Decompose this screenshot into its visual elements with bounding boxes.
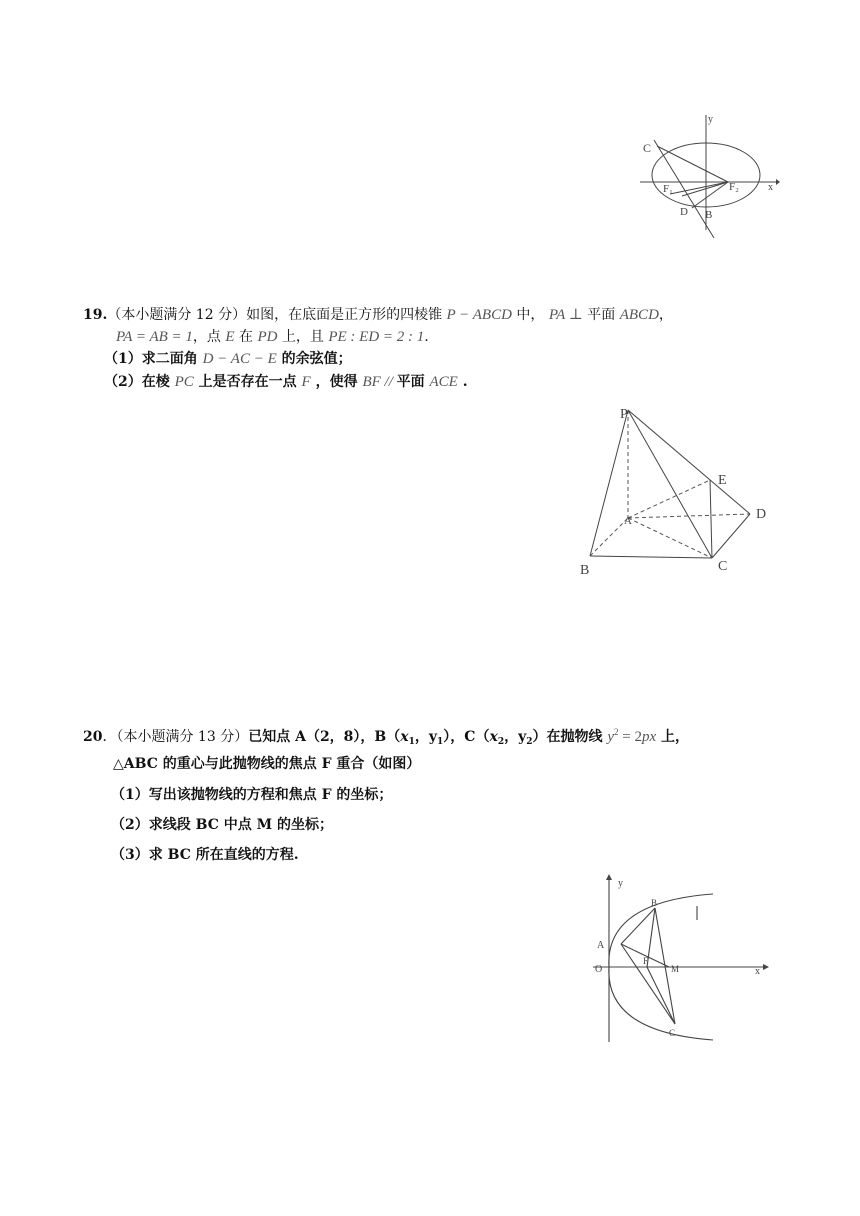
q20-math: px [642, 729, 657, 745]
q19-line1 [83, 306, 673, 324]
q19-sub2 [104, 373, 468, 391]
q20-text: ）在抛物线 [532, 729, 608, 745]
q20-text: 已知点 A（2，8），B（ [248, 729, 401, 745]
q19-text: 如图，在底面是正方形的四棱锥 [246, 307, 447, 323]
parabola-label-a: A [597, 940, 605, 951]
q19-text: . [424, 329, 429, 345]
q19-text: . [457, 374, 468, 390]
parabola-label-x: x [755, 966, 760, 977]
pyramid-label-a: A [624, 515, 632, 527]
q19-text: 上是否存在一点 [193, 374, 302, 390]
q20-math: = 2 [618, 729, 642, 745]
parabola-label-y: y [618, 878, 623, 889]
q19-math: F [301, 374, 311, 390]
q19-text: 平面 [396, 374, 430, 390]
q20-score: ．（本小题满分 13 分） [102, 729, 249, 745]
q19-math: PA = AB = 1 [116, 329, 193, 345]
q20-text: ，y [414, 729, 438, 745]
q20-number: 20 [83, 729, 103, 745]
pyramid-label-e: E [718, 473, 727, 488]
q19-text: 在 [234, 329, 258, 345]
ellipse-figure [630, 110, 780, 250]
q20-sub1: （1）写出该抛物线的方程和焦点 F 的坐标； [111, 787, 393, 803]
q19-text: 上，且 [277, 329, 329, 345]
q19-math: BF // [362, 374, 397, 390]
q20-math: x [400, 729, 409, 745]
parabola-label-o: O [595, 964, 603, 975]
q19-text: ， [658, 307, 673, 323]
parabola-figure [585, 872, 775, 1047]
q20-sub3: （3）求 BC 所在直线的方程. [111, 847, 299, 863]
ellipse-label-f2: F₂ [729, 181, 739, 193]
pyramid-label-c: C [718, 559, 728, 574]
ellipse-label-y: y [708, 114, 713, 125]
q19-math: PA ⊥ [548, 307, 583, 323]
q19-number: 19. [83, 307, 108, 323]
ellipse-label-b: B [705, 209, 713, 221]
q19-score: （本小题满分 12 分） [107, 307, 247, 323]
q20-line2: △ABC 的重心与此抛物线的焦点 F 重合（如图） [113, 756, 421, 772]
q20-math: 1 [437, 737, 444, 747]
parabola-label-b: B [651, 898, 658, 908]
q19-text: 的余弦值； [276, 351, 352, 367]
pyramid-label-p: P [620, 407, 628, 422]
ellipse-label-c: C [643, 141, 652, 155]
q20-math: 2 [526, 737, 533, 747]
q20-math: 1 [408, 737, 415, 747]
ellipse-label-d: D [680, 206, 688, 218]
q20-line1 [83, 723, 689, 751]
parabola-label-m: M [671, 964, 680, 974]
q19-math: PD [257, 329, 278, 345]
q20-math: x [489, 729, 498, 745]
q20-text: ，y [504, 729, 527, 745]
q19-text: ，使得 [310, 374, 363, 390]
pyramid-figure [570, 400, 780, 580]
q20-math: 2 [614, 727, 619, 737]
q20-text: ），C（ [443, 729, 490, 745]
pyramid-label-b: B [580, 563, 590, 578]
pyramid-label-d: D [756, 507, 767, 522]
q19-math: PE : ED = 2 : 1 [328, 329, 425, 345]
q19-text: 平面 [582, 307, 620, 323]
q19-text: 中， [511, 307, 549, 323]
parabola-label-c: C [669, 1028, 676, 1038]
q19-math: P − ABCD [446, 307, 512, 323]
ellipse-label-f1: F₁ [663, 183, 673, 195]
q19-text: ，点 [192, 329, 226, 345]
q19-text: （1）求二面角 [104, 351, 203, 367]
q19-math: D − AC − E [202, 351, 277, 367]
q19-text: （2）在棱 [104, 374, 175, 390]
ellipse-label-x: x [768, 182, 773, 193]
q19-line2 [116, 328, 429, 346]
q19-math: E [225, 329, 235, 345]
q19-sub1 [104, 350, 352, 368]
q19-math: ACE [429, 374, 458, 390]
q20-math: 2 [497, 737, 505, 747]
q20-text: 上， [656, 729, 690, 745]
q19-math: PC [174, 374, 194, 390]
q20-math: y [607, 729, 615, 745]
q19-math: ABCD [619, 307, 659, 323]
parabola-label-f: F [643, 956, 649, 966]
q20-sub2: （2）求线段 BC 中点 M 的坐标； [111, 817, 333, 833]
